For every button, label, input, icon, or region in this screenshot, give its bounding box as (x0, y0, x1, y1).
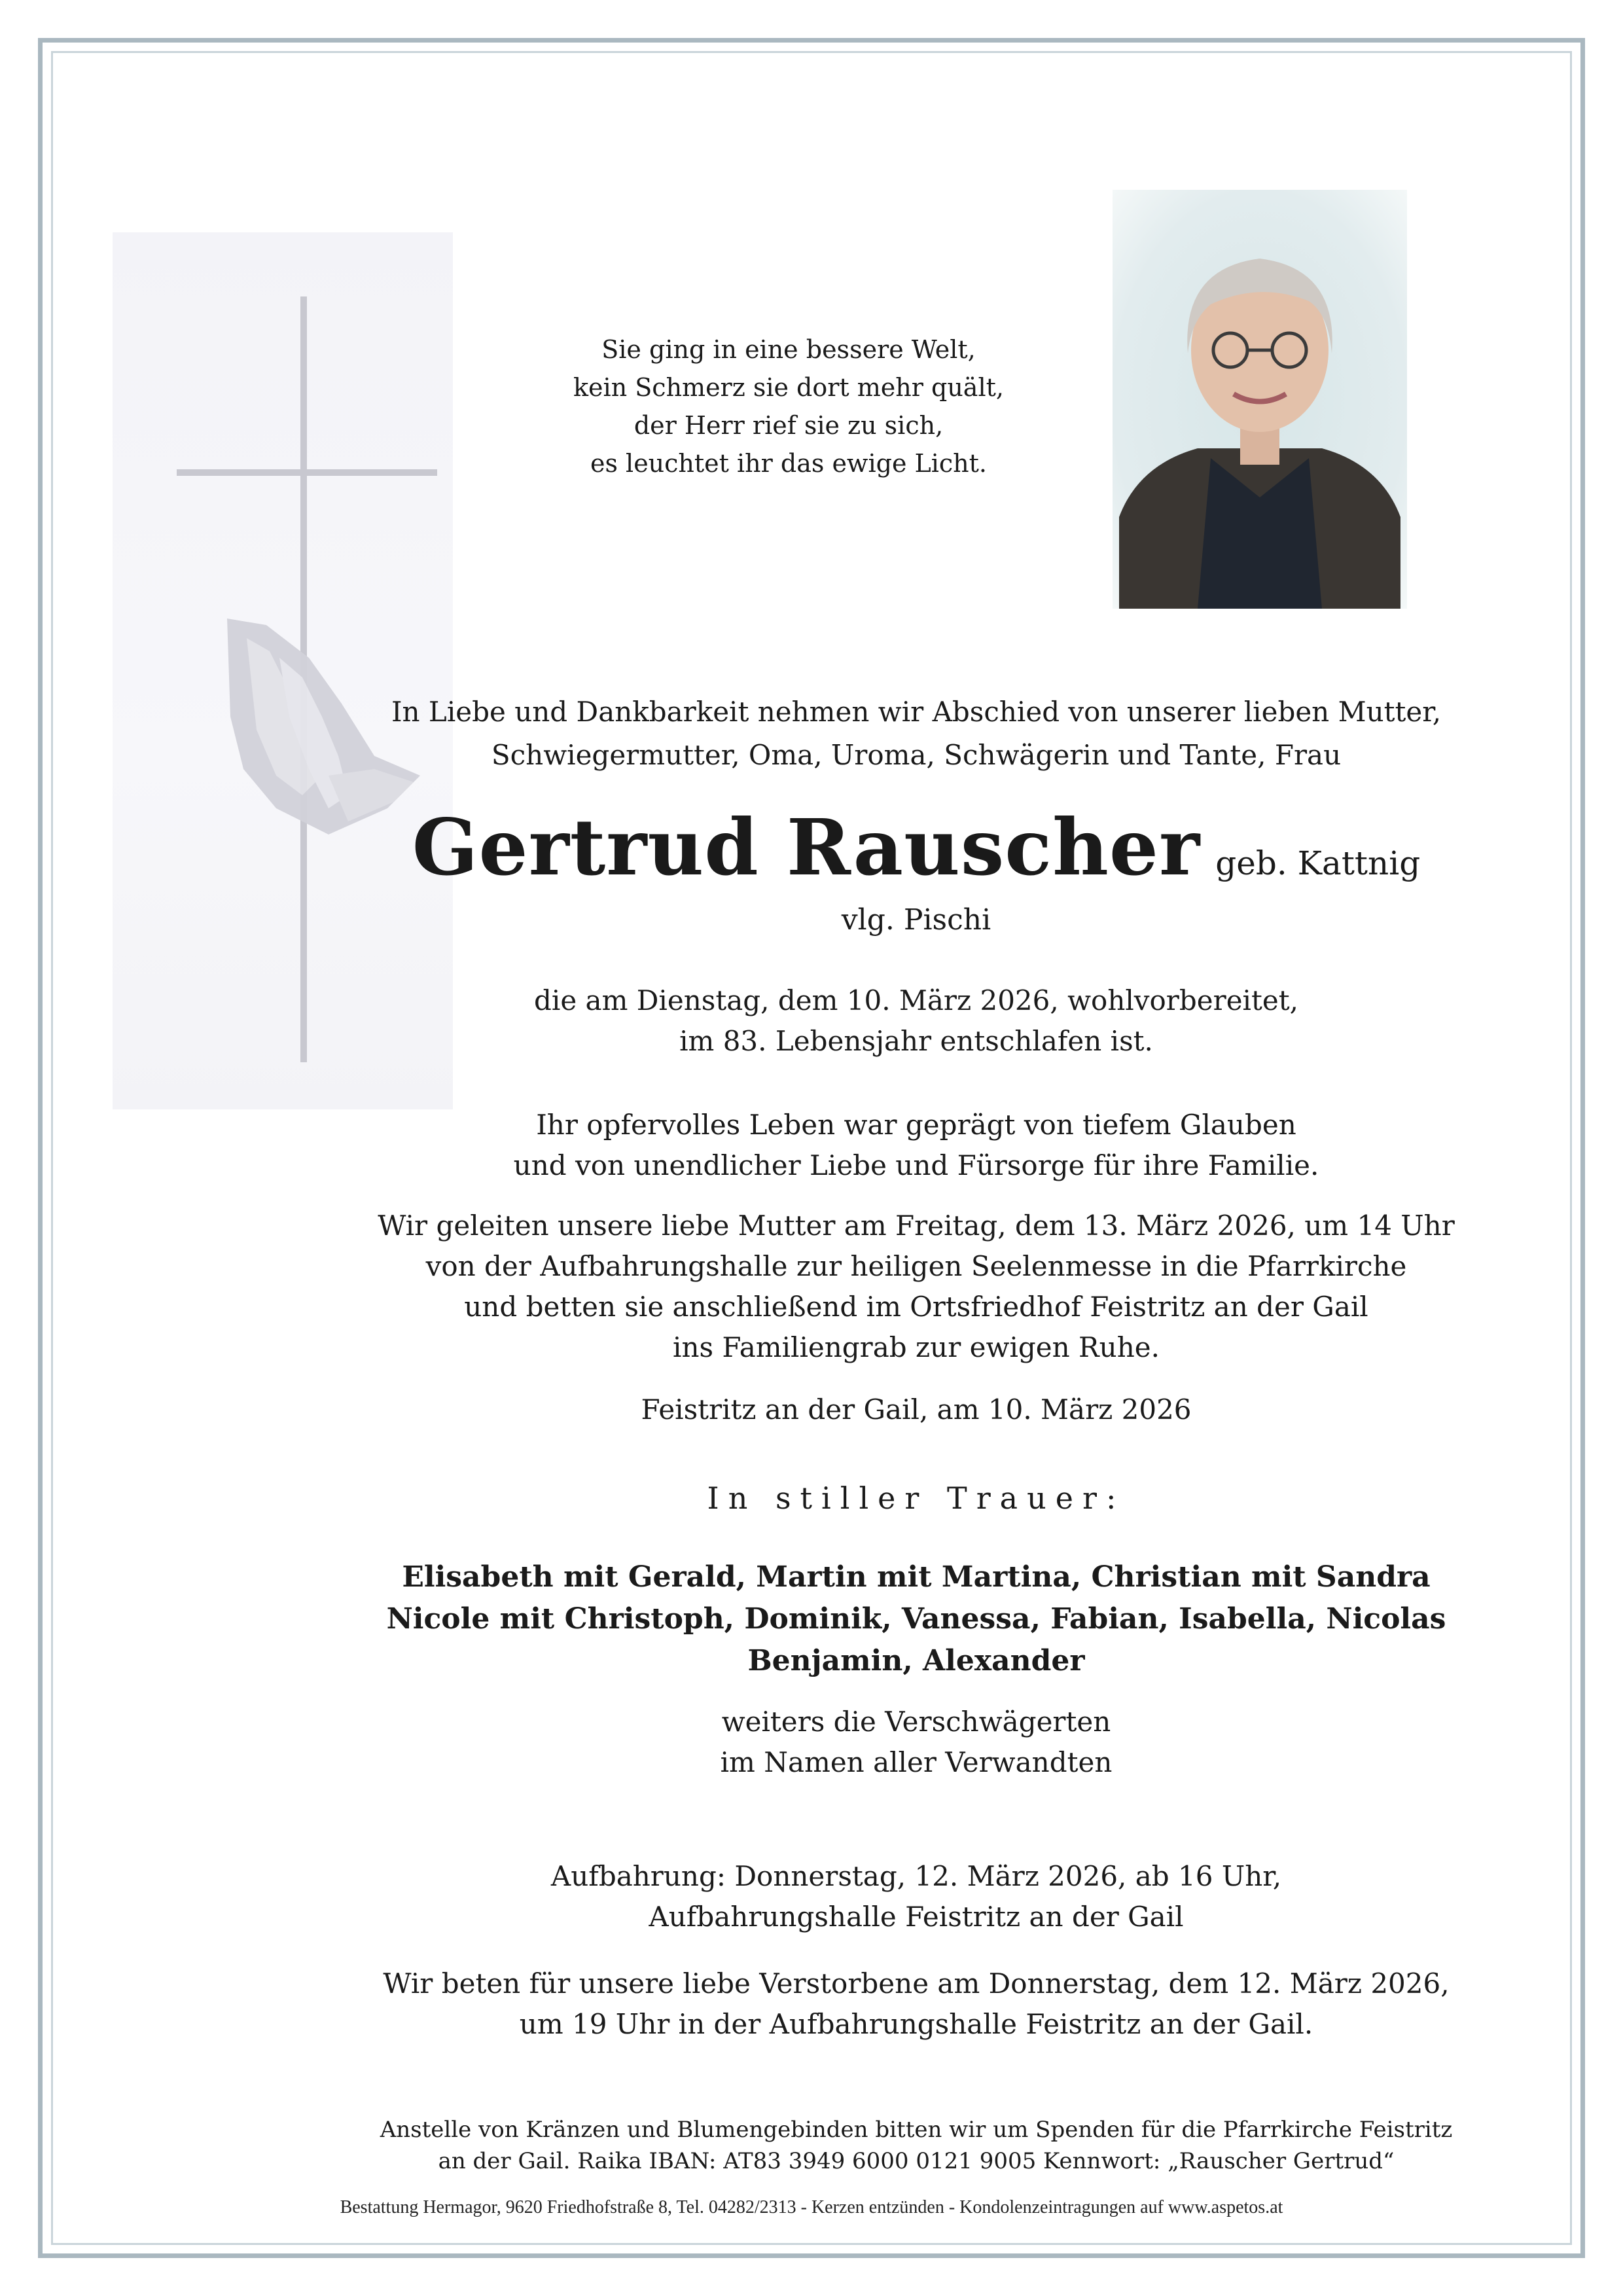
deceased-name: Gertrud Rauscher (412, 802, 1201, 893)
funeral-text (353, 1206, 1479, 1368)
deceased-name-line (353, 802, 1479, 893)
life-text-line: und von unendlicher Liebe und Fürsorge für ihre Familie. (513, 1149, 1319, 1181)
death-notice (353, 980, 1479, 1062)
birth-name: geb. Kattnig (1215, 844, 1421, 882)
wake-line: Aufbahrungshalle Feistritz an der Gail (649, 1901, 1184, 1933)
relatives-line: weiters die Verschwägerten (721, 1706, 1111, 1738)
intro-line: Schwiegermutter, Oma, Uroma, Schwägerin und Tante, Frau (491, 739, 1342, 771)
relatives-line: im Namen aller Verwandten (720, 1746, 1113, 1778)
funeral-text-line: und betten sie anschließend im Ortsfriedhof Feistritz an der Gail (464, 1291, 1368, 1323)
donation-line: an der Gail. Raika IBAN: AT83 3949 6000 0121 9005 Kennwort: „Rauscher Gertrud“ (438, 2148, 1395, 2174)
intro-text (353, 691, 1479, 777)
life-text (353, 1105, 1479, 1186)
portrait-photo (1113, 190, 1407, 609)
prayer-line: Wir beten für unsere liebe Verstorbene am Donnerstag, dem 12. März 2026, (383, 1967, 1450, 2000)
funeral-text-line: Wir geleiten unsere liebe Mutter am Freitag, dem 13. März 2026, um 14 Uhr (378, 1210, 1455, 1242)
poem-line: Sie ging in eine bessere Welt, (601, 335, 976, 364)
poem-line: es leuchtet ihr das ewige Licht. (590, 449, 988, 478)
poem (537, 331, 1041, 482)
poem-line: kein Schmerz sie dort mehr quält, (573, 373, 1004, 402)
funeral-text-line: von der Aufbahrungshalle zur heiligen Seelenmesse in die Pfarrkirche (425, 1250, 1407, 1282)
relatives-text (353, 1702, 1479, 1783)
family-line: Benjamin, Alexander (747, 1644, 1085, 1677)
prayer-line: um 19 Uhr in der Aufbahrungshalle Feistritz an der Gail. (519, 2008, 1313, 2040)
prayer-info (353, 1964, 1479, 2045)
wake-info (353, 1856, 1479, 1937)
religious-symbol-panel (113, 232, 453, 1109)
intro-line: In Liebe und Dankbarkeit nehmen wir Abschied von unserer lieben Mutter, (391, 696, 1442, 728)
mourning-title: In stiller Trauer: (707, 1480, 1126, 1516)
donation-text (353, 2114, 1479, 2177)
vulgo-name: vlg. Pischi (841, 903, 991, 937)
family-line: Nicole mit Christoph, Dominik, Vanessa, Fabian, Isabella, Nicolas (386, 1602, 1446, 1636)
poem-line: der Herr rief sie zu sich, (633, 411, 944, 440)
place-date: Feistritz an der Gail, am 10. März 2026 (641, 1393, 1192, 1426)
cross-icon (113, 232, 453, 1109)
funeral-home-footer: Bestattung Hermagor, 9620 Friedhofstraße 8, Tel. 04282/2313 - Kerzen entzünden - Kondolenzeintragungen auf www.aspetos.at (340, 2197, 1283, 2217)
family-line: Elisabeth mit Gerald, Martin mit Martina, Christian mit Sandra (402, 1560, 1431, 1594)
funeral-text-line: ins Familiengrab zur ewigen Ruhe. (673, 1331, 1160, 1363)
death-notice-line: im 83. Lebensjahr entschlafen ist. (679, 1025, 1153, 1057)
death-notice-line: die am Dienstag, dem 10. März 2026, wohlvorbereitet, (534, 984, 1298, 1016)
donation-line: Anstelle von Kränzen und Blumengebinden bitten wir um Spenden für die Pfarrkirche Feistritz (380, 2117, 1453, 2143)
portrait-image (1113, 190, 1407, 609)
life-text-line: Ihr opfervolles Leben war geprägt von tiefem Glauben (536, 1109, 1296, 1141)
family-list (353, 1556, 1479, 1682)
wake-line: Aufbahrung: Donnerstag, 12. März 2026, ab 16 Uhr, (550, 1860, 1282, 1892)
